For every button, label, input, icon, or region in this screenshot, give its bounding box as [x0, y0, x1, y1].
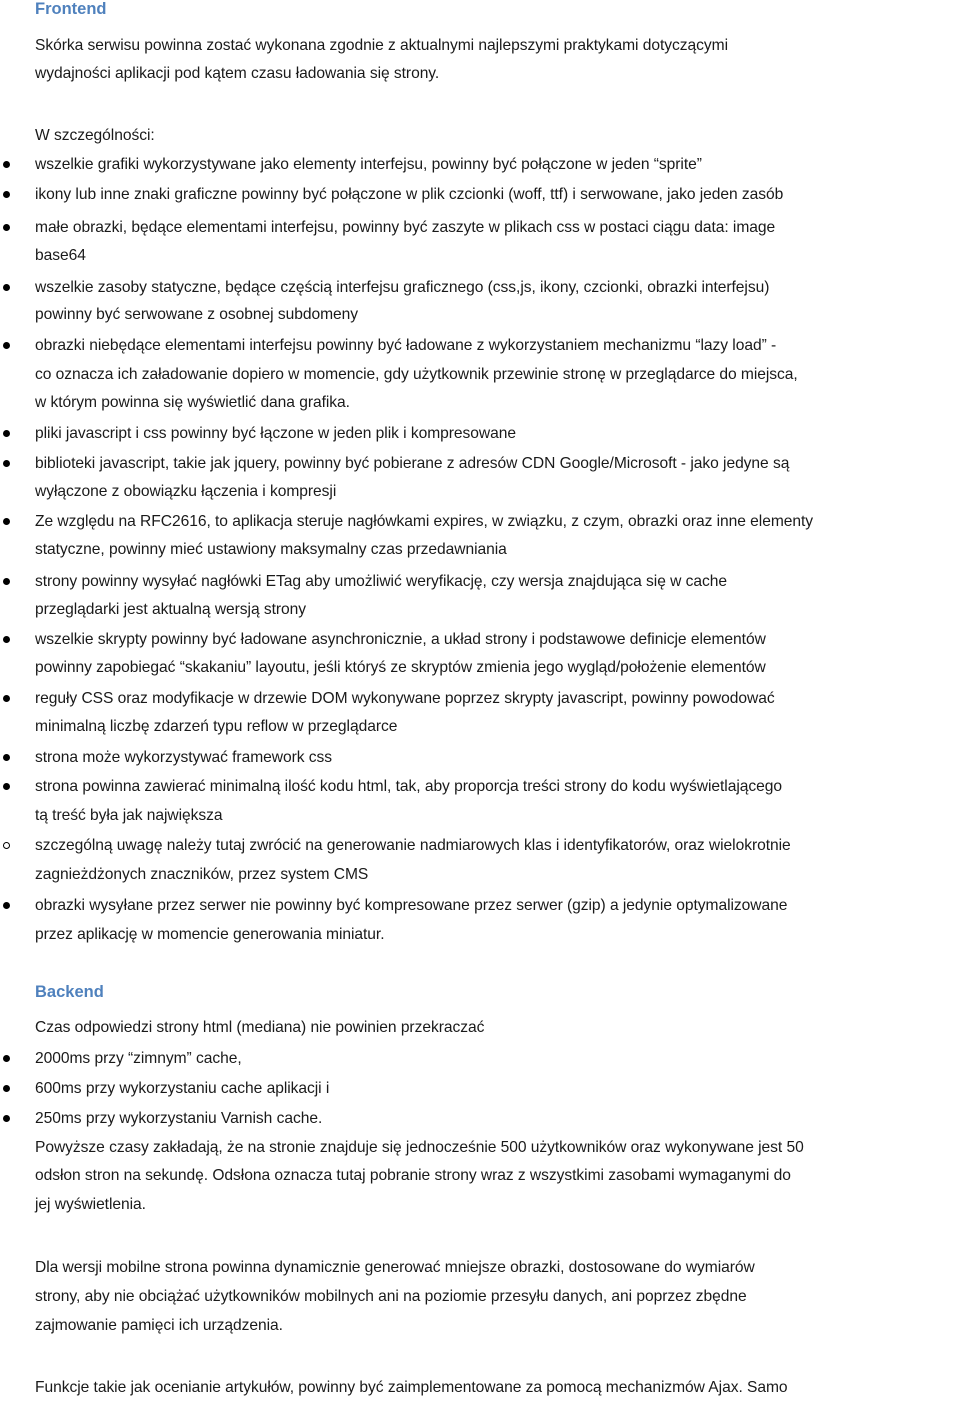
frontend-item-9-line-2: przeglądarki jest aktualną wersją strony: [35, 601, 307, 618]
frontend-item-2-line-1: ikony lub inne znaki graficzne powinny być połączone w plik czcionki (woff, ttf) i serwowane, jako jeden zasób: [35, 186, 784, 203]
frontend-item-8-line-1: Ze względu na RFC2616, to aplikacja steruje nagłówkami expires, w związku, z czym, obrazki oraz inne elementy: [35, 513, 814, 530]
frontend-intro-line-1: Skórka serwisu powinna zostać wykonana zgodnie z aktualnymi najlepszymi praktykami dotyczącymi: [35, 37, 728, 54]
frontend-item-10-line-2: powinny zapobiegać “skakaniu” layoutu, jeśli któryś ze skryptów zmienia jego wygląd/położenie elementów: [35, 659, 766, 676]
mobile-line-3: zajmowanie pamięci ich urządzenia.: [35, 1317, 283, 1334]
bullet-icon: [3, 695, 10, 702]
frontend-item-9-line-1: strony powinny wysyłać nagłówki ETag aby umożliwić weryfikację, czy wersja znajdująca się w cache: [35, 573, 727, 590]
backend-item-2: 600ms przy wykorzystaniu cache aplikacji i: [35, 1080, 330, 1097]
bullet-icon: [3, 1085, 10, 1092]
backend-item-3: 250ms przy wykorzystaniu Varnish cache.: [35, 1110, 323, 1127]
mobile-line-2: strony, aby nie obciążać użytkowników mobilnych ani na poziomie przesyłu danych, ani poprzez zbędne: [35, 1288, 747, 1305]
backend-after-line-3: jej wyświetlenia.: [35, 1196, 146, 1213]
frontend-item-4-line-1: wszelkie zasoby statyczne, będące częścią interfejsu graficznego (css,js, ikony, czcionki, obrazki interfejsu): [35, 279, 770, 296]
bullet-icon: [3, 754, 10, 761]
bullet-icon: [3, 191, 10, 198]
frontend-item-15-line-1: obrazki wysyłane przez serwer nie powinny być kompresowane przez serwer (gzip) a jedynie optymalizowane: [35, 897, 788, 914]
bullet-icon: [3, 224, 10, 231]
frontend-item-3-line-2: base64: [35, 247, 86, 264]
backend-after-line-2: odsłon stron na sekundę. Odsłona oznacza tutaj pobranie strony wraz z wszystkimi zasobami wymaganymi do: [35, 1167, 791, 1184]
frontend-item-13-line-1: strona powinna zawierać minimalną ilość kodu html, tak, aby proporcja treści strony do kodu wyświetlającego: [35, 778, 782, 795]
frontend-item-10-line-1: wszelkie skrypty powinny być ładowane asynchronicznie, a układ strony i podstawowe definicje elementów: [35, 631, 766, 648]
frontend-item-15-line-2: przez aplikację w momencie generowania miniatur.: [35, 926, 385, 943]
frontend-item-7-line-2: wyłączone z obowiązku łączenia i kompresji: [35, 483, 337, 500]
frontend-item-13-line-2: tą treść była jak największa: [35, 807, 223, 824]
bullet-icon: [3, 1055, 10, 1062]
frontend-item-3-line-1: małe obrazki, będące elementami interfejsu, powinny być zaszyte w plikach css w postaci ciągu data: image: [35, 219, 776, 236]
frontend-item-14-line-1: szczególną uwagę należy tutaj zwrócić na generowanie nadmiarowych klas i identyfikatorów, oraz wielokrotnie: [35, 837, 791, 854]
bullet-icon: [3, 783, 10, 790]
bullet-icon: [3, 284, 10, 291]
frontend-item-8-line-2: statyczne, powinny mieć ustawiony maksymalny czas przedawniania: [35, 541, 507, 558]
frontend-item-6-line-1: pliki javascript i css powinny być łączone w jeden plik i kompresowane: [35, 425, 516, 442]
frontend-item-7-line-1: biblioteki javascript, takie jak jquery, powinny być pobierane z adresów CDN Google/Microsoft - jako jedyne są: [35, 455, 790, 472]
frontend-item-12-line-1: strona może wykorzystywać framework css: [35, 749, 332, 766]
bullet-icon: [3, 636, 10, 643]
backend-item-1: 2000ms przy “zimnym” cache,: [35, 1050, 242, 1067]
frontend-item-4-line-2: powinny być serwowane z osobnej subdomeny: [35, 306, 359, 323]
bullet-icon: [3, 161, 10, 168]
bullet-icon: [3, 518, 10, 525]
frontend-heading: Frontend: [35, 0, 107, 18]
frontend-item-14-line-2: zagnieżdżonych znaczników, przez system CMS: [35, 866, 369, 883]
frontend-item-5-line-3: w którym powinna się wyświetlić dana grafika.: [35, 394, 350, 411]
backend-heading: Backend: [35, 983, 104, 1001]
frontend-intro-line-2: wydajności aplikacji pod kątem czasu ładowania się strony.: [35, 65, 440, 82]
frontend-item-11-line-1: reguły CSS oraz modyfikacje w drzewie DOM wykonywane poprzez skrypty javascript, powinny powodować: [35, 690, 775, 707]
backend-lead: Czas odpowiedzi strony html (mediana) nie powinien przekraczać: [35, 1019, 485, 1036]
bullet-icon: [3, 902, 10, 909]
frontend-item-11-line-2: minimalną liczbę zdarzeń typu reflow w przeglądarce: [35, 718, 398, 735]
frontend-item-1-line-1: wszelkie grafiki wykorzystywane jako elementy interfejsu, powinny być połączone w jeden “sprite”: [35, 156, 702, 173]
bullet-icon: [3, 430, 10, 437]
bullet-icon: [3, 342, 10, 349]
bullet-icon: [3, 460, 10, 467]
mobile-line-1: Dla wersji mobilne strona powinna dynamicznie generować mniejsze obrazki, dostosowane do wymiarów: [35, 1259, 755, 1276]
bullet-icon: [3, 1115, 10, 1122]
frontend-item-5-line-2: co oznacza ich załadowanie dopiero w momencie, gdy użytkownik przewinie stronę w przeglądarce do miejsca,: [35, 366, 798, 383]
frontend-lead: W szczególności:: [35, 127, 155, 144]
backend-after-line-1: Powyższe czasy zakładają, że na stronie znajduje się jednocześnie 500 użytkowników oraz wykonywane jest 50: [35, 1139, 804, 1156]
frontend-item-5-line-1: obrazki niebędące elementami interfejsu powinny być ładowane z wykorzystaniem mechanizmu “lazy load” -: [35, 337, 777, 354]
bullet-icon: [3, 578, 10, 585]
ajax-line-1: Funkcje takie jak ocenianie artykułów, powinny być zaimplementowane za pomocą mechanizmów Ajax. Samo: [35, 1379, 788, 1396]
hollow-bullet-icon: [3, 842, 10, 849]
